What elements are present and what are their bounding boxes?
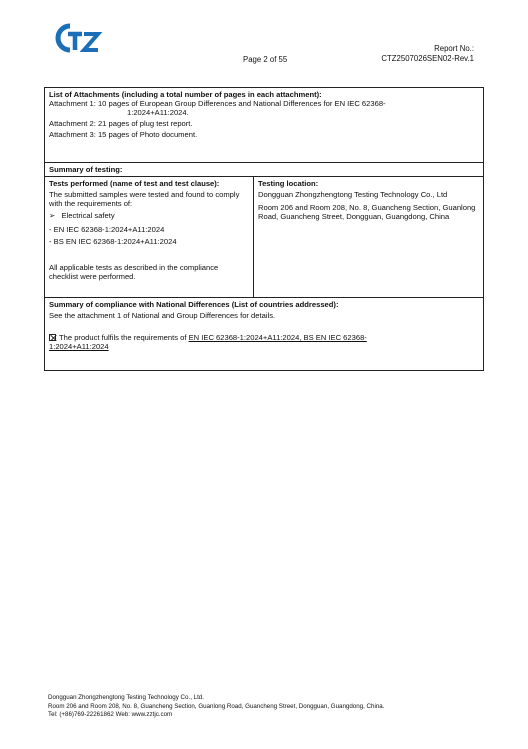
report-no-label: Report No.: — [434, 44, 474, 53]
footer-contact: Tel: (+86)769-22261862 Web: www.zztjc.com — [48, 711, 173, 719]
ctz-logo-icon — [54, 22, 104, 56]
report-no-value: CTZ2507026SEN02-Rev.1 — [381, 54, 474, 63]
checked-box-icon — [49, 334, 56, 341]
company-logo — [54, 22, 104, 56]
tests-title: Tests performed (name of test and test clause): — [49, 179, 220, 188]
fulfils-prefix: The product fulfils the requirements of — [59, 333, 187, 342]
report-table — [44, 87, 484, 371]
fulfils-standards: EN IEC 62368-1:2024+A11:2024, BS EN IEC 62368- — [188, 333, 367, 342]
tests-note: All applicable tests as described in the compliance checklist were performed. — [49, 263, 219, 281]
attachments-title: List of Attachments (including a total number of pages in each attachment): — [49, 90, 322, 99]
compliance-title: Summary of compliance with National Differences (List of countries addressed): — [49, 300, 339, 309]
arrow-item-text: Electrical safety — [61, 211, 115, 220]
location-address: Room 206 and Room 208, No. 8, Guancheng Section, Guanlong Road, Guancheng Street, Dongguan, Guangdong, China — [258, 203, 476, 221]
testing-location-cell — [254, 177, 484, 298]
tests-text: The submitted samples were tested and found to comply with the requirements of: — [49, 190, 240, 208]
attachment-1: Attachment 1: 10 pages of European Group Differences and National Differences for EN IEC 62368- — [49, 99, 386, 108]
arrow-bullet-icon: ➢ — [49, 211, 56, 220]
compliance-text: See the attachment 1 of National and Group Differences for details. — [49, 311, 276, 320]
arrow-item — [49, 211, 249, 220]
compliance-cell — [45, 298, 484, 371]
footer-company: Dongguan Zhongzhengtong Testing Technology Co., Ltd. — [48, 694, 204, 701]
tests-performed-cell — [45, 177, 254, 298]
attachment-3: Attachment 3: 15 pages of Photo document. — [49, 130, 198, 139]
location-company: Dongguan Zhongzhengtong Testing Technology Co., Ltd — [258, 190, 448, 199]
fulfils-line — [49, 333, 479, 342]
footer-address: Room 206 and Room 208, No. 8, Guancheng Section, Guanlong Road, Guancheng Street, Dongguan, Guangdong, China. — [48, 702, 385, 710]
report-number — [381, 44, 474, 64]
fulfils-standards-cont: 1:2024+A11:2024 — [49, 342, 109, 351]
attachment-2: Attachment 2: 21 pages of plug test report. — [49, 119, 193, 128]
standard-1: - EN IEC 62368-1:2024+A11:2024 — [49, 225, 165, 234]
standard-2: - BS EN IEC 62368-1:2024+A11:2024 — [49, 237, 177, 246]
summary-title: Summary of testing: — [45, 163, 484, 177]
page-footer — [48, 694, 384, 720]
location-title: Testing location: — [258, 179, 319, 188]
attachments-cell — [45, 88, 484, 163]
page-number: Page 2 of 55 — [243, 55, 288, 64]
attachment-1-cont: 1:2024+A11:2024. — [127, 108, 189, 117]
